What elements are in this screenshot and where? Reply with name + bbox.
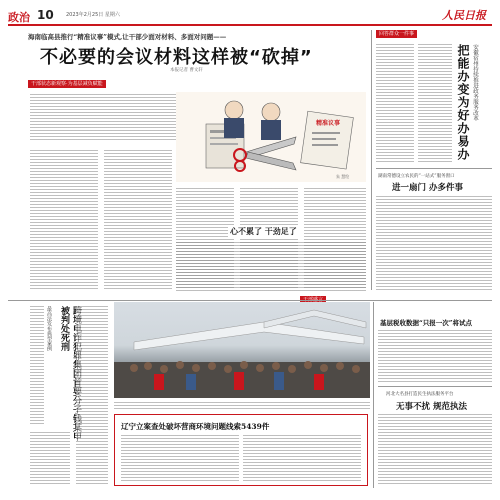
column-headline: 心不累了 干劲足了 — [230, 226, 297, 236]
news-photo — [114, 302, 370, 398]
vertical-story-subtitle: 最高法发布典型案例 — [46, 306, 52, 351]
vertical-story-text-c — [30, 432, 70, 486]
sidebar-vertical-subtitle — [471, 44, 481, 121]
lead-illustration — [176, 92, 366, 182]
lead-column-1 — [30, 150, 98, 290]
vertical-story-subtitle-box — [46, 306, 56, 351]
right-lower-headline-small: 基层税收数据“只报一次”将试点 — [380, 319, 472, 327]
highlight-box — [114, 414, 368, 486]
sidebar-mid-headline: 进一扇门 办多件事 — [392, 183, 463, 193]
right-lower-subtitle: 河北大名县打造民生执法服务平台 — [386, 392, 454, 397]
illustration-banner: 精准议事 — [316, 120, 341, 127]
vertical-story-text-a — [30, 306, 44, 426]
vertical-story-headline: 被判处死刑 — [59, 306, 69, 351]
photo-story-headline: 辽宁立案查处破坏营商环境问题线索5439件 — [121, 422, 270, 431]
sidebar-divider — [371, 30, 372, 290]
vertical-story-text-b — [76, 306, 108, 486]
right-lower-divider — [373, 302, 374, 488]
lead-column-2 — [104, 150, 172, 290]
lead-kicker: 海南临高县推行“精准议事”模式,让干部少面对材料、多面对问题—— — [28, 33, 227, 41]
photo-caption-text — [114, 402, 370, 410]
column-text — [176, 242, 366, 292]
right-lower-rule — [378, 386, 492, 387]
section-label: 政治 — [8, 11, 30, 24]
right-lower-text-a — [378, 330, 492, 382]
scissors-cartoon-icon — [176, 92, 366, 182]
sidebar-mid-text — [376, 196, 492, 292]
sidebar-vertical-headline — [455, 44, 469, 161]
right-lower-headline: 无事不扰 规范执法 — [396, 402, 467, 412]
lower-divider — [8, 300, 492, 301]
sidebar-mid-subtitle: 湖南常德设立农民的“一站式”服务窗口 — [378, 174, 455, 179]
sidebar-text-left — [376, 44, 414, 162]
lead-byline: 本报记者 曹文轩 — [170, 68, 203, 73]
illustration-caption: 朱 慧绘 — [336, 174, 350, 179]
right-lower-text-b — [378, 414, 492, 486]
sidebar-mid-rule — [376, 168, 492, 169]
sidebar-subtitle-text: 安徽宿州持续推进政务服务改革 — [472, 44, 478, 121]
sidebar-tag: 回答群众一件事 — [376, 30, 417, 38]
highlight-text-a — [121, 435, 239, 481]
lead-section-tag: 干部状态新观察·为基层减负赋能 — [28, 80, 106, 88]
vertical-story-headline-box — [58, 306, 72, 446]
highlight-text-b — [243, 435, 361, 481]
photo-scene-icon — [114, 302, 370, 398]
page-number: 10 — [37, 8, 54, 22]
issue-date: 2023年2月25日 星期六 — [66, 12, 120, 18]
header-rule — [8, 24, 492, 26]
sidebar-text-right — [418, 44, 452, 162]
sidebar-headline-text: 把能办变为好办易办 — [456, 44, 470, 161]
masthead-logo: 人民日报 — [442, 9, 486, 22]
lead-headline: 不必要的会议材料这样被“砍掉” — [40, 47, 313, 68]
